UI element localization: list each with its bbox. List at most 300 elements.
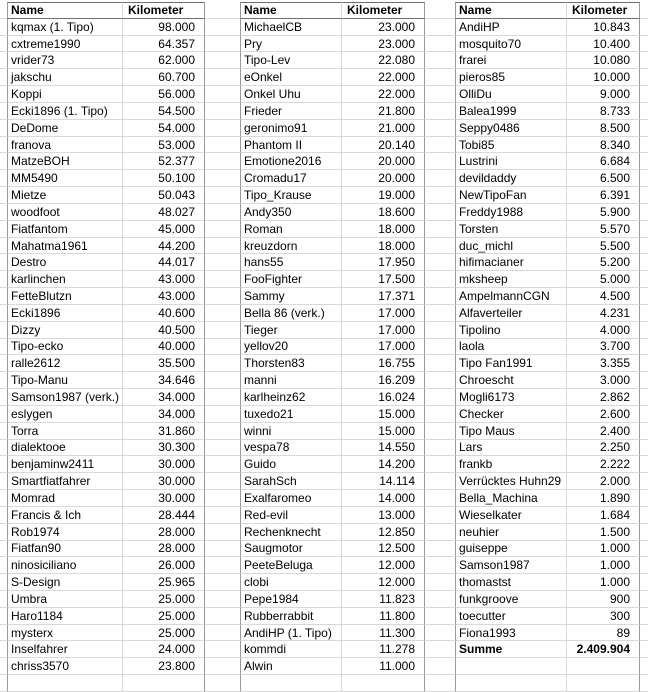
empty-cell[interactable] [566, 675, 640, 692]
kilometer-cell[interactable]: 1.000 [566, 557, 640, 574]
kilometer-cell[interactable]: 5.000 [566, 271, 640, 288]
name-cell[interactable]: NewTipoFan [455, 187, 566, 204]
kilometer-cell[interactable]: 30.000 [122, 490, 205, 507]
kilometer-cell[interactable]: 40.000 [122, 339, 205, 356]
spacer-cell[interactable] [205, 625, 240, 642]
kilometer-cell[interactable]: 15.000 [341, 406, 425, 423]
spacer-cell[interactable] [205, 490, 240, 507]
kilometer-cell[interactable]: 22.000 [341, 69, 425, 86]
kilometer-cell[interactable]: 17.000 [341, 305, 425, 322]
kilometer-cell[interactable]: 2.600 [566, 406, 640, 423]
kilometer-cell[interactable]: 17.000 [341, 339, 425, 356]
name-cell[interactable]: Tieger [240, 322, 341, 339]
kilometer-cell[interactable]: 25.965 [122, 574, 205, 591]
spacer-cell[interactable] [425, 389, 455, 406]
kilometer-cell[interactable]: 11.800 [341, 608, 425, 625]
name-cell[interactable]: DeDome [7, 120, 122, 137]
name-cell[interactable]: Destro [7, 254, 122, 271]
column-header-kilometer[interactable]: Kilometer [566, 2, 640, 19]
kilometer-cell[interactable]: 34.000 [122, 389, 205, 406]
name-cell[interactable]: kreuzdorn [240, 238, 341, 255]
spacer-cell[interactable] [205, 541, 240, 558]
kilometer-cell[interactable]: 1.000 [566, 541, 640, 558]
name-cell[interactable]: MM5490 [7, 170, 122, 187]
spacer-cell[interactable] [205, 2, 240, 19]
name-cell[interactable]: Verrücktes Huhn29 [455, 473, 566, 490]
empty-cell[interactable] [455, 675, 566, 692]
spacer-cell[interactable] [205, 271, 240, 288]
spacer-cell[interactable] [425, 19, 455, 36]
kilometer-cell[interactable]: 6.500 [566, 170, 640, 187]
spacer-cell[interactable] [205, 440, 240, 457]
name-cell[interactable]: woodfoot [7, 204, 122, 221]
spacer-cell[interactable] [205, 507, 240, 524]
spacer-cell[interactable] [425, 339, 455, 356]
kilometer-cell[interactable]: 8.733 [566, 103, 640, 120]
name-cell[interactable]: Torsten [455, 221, 566, 238]
spacer-cell[interactable] [205, 339, 240, 356]
spacer-cell[interactable] [205, 423, 240, 440]
spacer-cell[interactable] [425, 456, 455, 473]
spacer-cell[interactable] [205, 254, 240, 271]
name-cell[interactable]: tuxedo21 [240, 406, 341, 423]
kilometer-cell[interactable]: 16.755 [341, 355, 425, 372]
name-cell[interactable]: eslygen [7, 406, 122, 423]
name-cell[interactable]: Tobi85 [455, 137, 566, 154]
kilometer-cell[interactable]: 20.000 [341, 170, 425, 187]
kilometer-cell[interactable]: 2.862 [566, 389, 640, 406]
name-cell[interactable]: MatzeBOH [7, 153, 122, 170]
spacer-cell[interactable] [425, 608, 455, 625]
kilometer-cell[interactable]: 21.800 [341, 103, 425, 120]
spacer-cell[interactable] [205, 86, 240, 103]
kilometer-cell[interactable]: 23.000 [341, 36, 425, 53]
name-cell[interactable]: PeeteBeluga [240, 557, 341, 574]
column-header-name[interactable]: Name [7, 2, 122, 19]
column-header-name[interactable]: Name [240, 2, 341, 19]
name-cell[interactable]: cxtreme1990 [7, 36, 122, 53]
spacer-cell[interactable] [205, 221, 240, 238]
kilometer-cell[interactable]: 12.850 [341, 524, 425, 541]
kilometer-cell[interactable]: 14.114 [341, 473, 425, 490]
kilometer-cell[interactable]: 23.800 [122, 658, 205, 675]
name-cell[interactable]: mysterx [7, 625, 122, 642]
name-cell[interactable]: Rubberrabbit [240, 608, 341, 625]
kilometer-cell[interactable]: 2.222 [566, 456, 640, 473]
name-cell[interactable]: AndiHP [455, 19, 566, 36]
kilometer-cell[interactable]: 62.000 [122, 52, 205, 69]
name-cell[interactable]: hans55 [240, 254, 341, 271]
spacer-cell[interactable] [425, 137, 455, 154]
spacer-cell[interactable] [425, 254, 455, 271]
spacer-cell[interactable] [205, 288, 240, 305]
name-cell[interactable]: Inselfahrer [7, 641, 122, 658]
kilometer-cell[interactable]: 54.000 [122, 120, 205, 137]
name-cell[interactable]: devildaddy [455, 170, 566, 187]
name-cell[interactable]: Alfaverteiler [455, 305, 566, 322]
spacer-cell[interactable] [205, 372, 240, 389]
kilometer-cell[interactable]: 10.080 [566, 52, 640, 69]
name-cell[interactable]: Torra [7, 423, 122, 440]
kilometer-cell[interactable]: 22.080 [341, 52, 425, 69]
spacer-cell[interactable] [425, 641, 455, 658]
name-cell[interactable]: geronimo91 [240, 120, 341, 137]
spacer-cell[interactable] [425, 490, 455, 507]
spacer-cell[interactable] [425, 406, 455, 423]
name-cell[interactable]: Lars [455, 440, 566, 457]
name-cell[interactable]: Tipo-Manu [7, 372, 122, 389]
name-cell[interactable]: AndiHP (1. Tipo) [240, 625, 341, 642]
spacer-cell[interactable] [425, 170, 455, 187]
kilometer-cell[interactable]: 89 [566, 625, 640, 642]
kilometer-cell[interactable]: 17.500 [341, 271, 425, 288]
name-cell[interactable]: benjaminw2411 [7, 456, 122, 473]
name-cell[interactable]: vrider73 [7, 52, 122, 69]
name-cell[interactable]: Pry [240, 36, 341, 53]
name-cell[interactable]: Dizzy [7, 322, 122, 339]
name-cell[interactable]: toecutter [455, 608, 566, 625]
kilometer-cell[interactable]: 4.000 [566, 322, 640, 339]
name-cell[interactable]: Bella_Machina [455, 490, 566, 507]
spacer-cell[interactable] [205, 473, 240, 490]
name-cell[interactable]: karlinchen [7, 271, 122, 288]
spacer-cell[interactable] [205, 204, 240, 221]
kilometer-cell[interactable]: 19.000 [341, 187, 425, 204]
spacer-cell[interactable] [425, 52, 455, 69]
spacer-cell[interactable] [205, 36, 240, 53]
kilometer-cell[interactable]: 50.043 [122, 187, 205, 204]
kilometer-cell[interactable]: 21.000 [341, 120, 425, 137]
kilometer-cell[interactable]: 11.823 [341, 591, 425, 608]
kilometer-cell[interactable]: 98.000 [122, 19, 205, 36]
name-cell[interactable]: Saugmotor [240, 541, 341, 558]
name-cell[interactable]: ninosiciliano [7, 557, 122, 574]
spacer-cell[interactable] [205, 305, 240, 322]
spacer-cell[interactable] [425, 625, 455, 642]
spacer-cell[interactable] [425, 507, 455, 524]
spacer-cell[interactable] [205, 52, 240, 69]
spacer-cell[interactable] [425, 305, 455, 322]
name-cell[interactable]: Smartfiatfahrer [7, 473, 122, 490]
spacer-cell[interactable] [425, 473, 455, 490]
empty-cell[interactable] [122, 675, 205, 692]
spacer-cell[interactable] [425, 440, 455, 457]
kilometer-cell[interactable]: 43.000 [122, 271, 205, 288]
kilometer-cell[interactable]: 60.700 [122, 69, 205, 86]
name-cell[interactable]: guiseppe [455, 541, 566, 558]
kilometer-cell[interactable]: 30.000 [122, 473, 205, 490]
kilometer-cell[interactable]: 18.000 [341, 238, 425, 255]
name-cell[interactable]: Lustrini [455, 153, 566, 170]
name-cell[interactable]: Emotione2016 [240, 153, 341, 170]
name-cell[interactable]: Mogli6173 [455, 389, 566, 406]
kilometer-cell[interactable]: 44.200 [122, 238, 205, 255]
spacer-cell[interactable] [205, 591, 240, 608]
kilometer-cell[interactable]: 300 [566, 608, 640, 625]
name-cell[interactable]: S-Design [7, 574, 122, 591]
spacer-cell[interactable] [425, 322, 455, 339]
spacer-cell[interactable] [205, 675, 240, 692]
kilometer-cell[interactable]: 18.000 [341, 221, 425, 238]
kilometer-cell[interactable]: 28.444 [122, 507, 205, 524]
spacer-cell[interactable] [205, 137, 240, 154]
kilometer-cell[interactable]: 22.000 [341, 86, 425, 103]
spacer-cell[interactable] [425, 423, 455, 440]
empty-cell[interactable] [566, 658, 640, 675]
name-cell[interactable]: clobi [240, 574, 341, 591]
kilometer-cell[interactable]: 14.000 [341, 490, 425, 507]
spacer-cell[interactable] [205, 389, 240, 406]
spacer-cell[interactable] [425, 153, 455, 170]
summary-label-cell[interactable]: Summe [455, 641, 566, 658]
kilometer-cell[interactable]: 12.500 [341, 541, 425, 558]
kilometer-cell[interactable]: 34.000 [122, 406, 205, 423]
kilometer-cell[interactable]: 900 [566, 591, 640, 608]
kilometer-cell[interactable]: 45.000 [122, 221, 205, 238]
name-cell[interactable]: FooFighter [240, 271, 341, 288]
kilometer-cell[interactable]: 34.646 [122, 372, 205, 389]
spacer-cell[interactable] [425, 187, 455, 204]
name-cell[interactable]: frarei [455, 52, 566, 69]
spacer-cell[interactable] [205, 658, 240, 675]
name-cell[interactable]: Seppy0486 [455, 120, 566, 137]
empty-cell[interactable] [341, 675, 425, 692]
name-cell[interactable]: Wieselkater [455, 507, 566, 524]
kilometer-cell[interactable]: 2.400 [566, 423, 640, 440]
name-cell[interactable]: Chroescht [455, 372, 566, 389]
spacer-cell[interactable] [425, 541, 455, 558]
kilometer-cell[interactable]: 1.000 [566, 574, 640, 591]
kilometer-cell[interactable]: 10.843 [566, 19, 640, 36]
name-cell[interactable]: frankb [455, 456, 566, 473]
name-cell[interactable]: MichaelCB [240, 19, 341, 36]
name-cell[interactable]: kqmax (1. Tipo) [7, 19, 122, 36]
kilometer-cell[interactable]: 14.200 [341, 456, 425, 473]
name-cell[interactable]: Tipo-Lev [240, 52, 341, 69]
column-header-kilometer[interactable]: Kilometer [341, 2, 425, 19]
name-cell[interactable]: Umbra [7, 591, 122, 608]
kilometer-cell[interactable]: 5.200 [566, 254, 640, 271]
spacer-cell[interactable] [205, 322, 240, 339]
spacer-cell[interactable] [425, 36, 455, 53]
name-cell[interactable]: Samson1987 (verk.) [7, 389, 122, 406]
spacer-cell[interactable] [205, 103, 240, 120]
kilometer-cell[interactable]: 43.000 [122, 288, 205, 305]
kilometer-cell[interactable]: 25.000 [122, 591, 205, 608]
name-cell[interactable]: funkgroove [455, 591, 566, 608]
kilometer-cell[interactable]: 31.860 [122, 423, 205, 440]
kilometer-cell[interactable]: 2.250 [566, 440, 640, 457]
name-cell[interactable]: Guido [240, 456, 341, 473]
name-cell[interactable]: ralle2612 [7, 355, 122, 372]
spacer-cell[interactable] [425, 271, 455, 288]
kilometer-cell[interactable]: 12.000 [341, 557, 425, 574]
kilometer-cell[interactable]: 11.000 [341, 658, 425, 675]
kilometer-cell[interactable]: 2.000 [566, 473, 640, 490]
spacer-cell[interactable] [205, 641, 240, 658]
kilometer-cell[interactable]: 13.000 [341, 507, 425, 524]
kilometer-cell[interactable]: 5.500 [566, 238, 640, 255]
kilometer-cell[interactable]: 1.500 [566, 524, 640, 541]
name-cell[interactable]: OlliDu [455, 86, 566, 103]
name-cell[interactable]: FetteBlutzn [7, 288, 122, 305]
name-cell[interactable]: Andy350 [240, 204, 341, 221]
spacer-cell[interactable] [205, 69, 240, 86]
name-cell[interactable]: Ecki1896 [7, 305, 122, 322]
spacer-cell[interactable] [425, 238, 455, 255]
empty-cell[interactable] [240, 675, 341, 692]
empty-cell[interactable] [7, 675, 122, 692]
name-cell[interactable]: duc_michl [455, 238, 566, 255]
name-cell[interactable]: Tipo Fan1991 [455, 355, 566, 372]
name-cell[interactable]: Alwin [240, 658, 341, 675]
kilometer-cell[interactable]: 1.890 [566, 490, 640, 507]
name-cell[interactable]: Sammy [240, 288, 341, 305]
name-cell[interactable]: Fiatfan90 [7, 541, 122, 558]
name-cell[interactable]: Roman [240, 221, 341, 238]
name-cell[interactable]: Exalfaromeo [240, 490, 341, 507]
kilometer-cell[interactable]: 5.900 [566, 204, 640, 221]
kilometer-cell[interactable]: 30.300 [122, 440, 205, 457]
name-cell[interactable]: manni [240, 372, 341, 389]
kilometer-cell[interactable]: 35.500 [122, 355, 205, 372]
kilometer-cell[interactable]: 54.500 [122, 103, 205, 120]
spacer-cell[interactable] [425, 86, 455, 103]
kilometer-cell[interactable]: 20.000 [341, 153, 425, 170]
name-cell[interactable]: kommdi [240, 641, 341, 658]
kilometer-cell[interactable]: 15.000 [341, 423, 425, 440]
name-cell[interactable]: Fiatfantom [7, 221, 122, 238]
kilometer-cell[interactable]: 16.024 [341, 389, 425, 406]
empty-cell[interactable] [455, 658, 566, 675]
spacer-cell[interactable] [205, 608, 240, 625]
name-cell[interactable]: Phantom II [240, 137, 341, 154]
name-cell[interactable]: Thorsten83 [240, 355, 341, 372]
kilometer-cell[interactable]: 5.570 [566, 221, 640, 238]
kilometer-cell[interactable]: 16.209 [341, 372, 425, 389]
spacer-cell[interactable] [205, 170, 240, 187]
kilometer-cell[interactable]: 18.600 [341, 204, 425, 221]
name-cell[interactable]: Red-evil [240, 507, 341, 524]
name-cell[interactable]: Mahatma1961 [7, 238, 122, 255]
name-cell[interactable]: mosquito70 [455, 36, 566, 53]
kilometer-cell[interactable]: 1.684 [566, 507, 640, 524]
kilometer-cell[interactable]: 6.391 [566, 187, 640, 204]
spacer-cell[interactable] [205, 355, 240, 372]
name-cell[interactable]: thomastst [455, 574, 566, 591]
name-cell[interactable]: Frieder [240, 103, 341, 120]
spacer-cell[interactable] [205, 524, 240, 541]
kilometer-cell[interactable]: 24.000 [122, 641, 205, 658]
name-cell[interactable]: Tipo Maus [455, 423, 566, 440]
name-cell[interactable]: neuhier [455, 524, 566, 541]
spacer-cell[interactable] [425, 120, 455, 137]
kilometer-cell[interactable]: 25.000 [122, 608, 205, 625]
kilometer-cell[interactable]: 40.500 [122, 322, 205, 339]
spacer-cell[interactable] [425, 69, 455, 86]
kilometer-cell[interactable]: 4.500 [566, 288, 640, 305]
name-cell[interactable]: Koppi [7, 86, 122, 103]
name-cell[interactable]: laola [455, 339, 566, 356]
kilometer-cell[interactable]: 50.100 [122, 170, 205, 187]
kilometer-cell[interactable]: 56.000 [122, 86, 205, 103]
kilometer-cell[interactable]: 12.000 [341, 574, 425, 591]
name-cell[interactable]: Tipolino [455, 322, 566, 339]
spacer-cell[interactable] [425, 557, 455, 574]
spacer-cell[interactable] [205, 120, 240, 137]
name-cell[interactable]: Cromadu17 [240, 170, 341, 187]
name-cell[interactable]: Momrad [7, 490, 122, 507]
name-cell[interactable]: winni [240, 423, 341, 440]
name-cell[interactable]: mksheep [455, 271, 566, 288]
name-cell[interactable]: Tipo-ecko [7, 339, 122, 356]
name-cell[interactable]: Francis & Ich [7, 507, 122, 524]
spacer-cell[interactable] [425, 355, 455, 372]
kilometer-cell[interactable]: 20.140 [341, 137, 425, 154]
spacer-cell[interactable] [205, 456, 240, 473]
spacer-cell[interactable] [425, 574, 455, 591]
name-cell[interactable]: AmpelmannCGN [455, 288, 566, 305]
name-cell[interactable]: Rechenknecht [240, 524, 341, 541]
summary-value-cell[interactable]: 2.409.904 [566, 641, 640, 658]
spacer-cell[interactable] [425, 372, 455, 389]
spacer-cell[interactable] [205, 19, 240, 36]
kilometer-cell[interactable]: 48.027 [122, 204, 205, 221]
kilometer-cell[interactable]: 10.000 [566, 69, 640, 86]
spacer-cell[interactable] [425, 221, 455, 238]
name-cell[interactable]: Freddy1988 [455, 204, 566, 221]
kilometer-cell[interactable]: 10.400 [566, 36, 640, 53]
spacer-cell[interactable] [205, 238, 240, 255]
name-cell[interactable]: dialektooe [7, 440, 122, 457]
kilometer-cell[interactable]: 17.950 [341, 254, 425, 271]
name-cell[interactable]: vespa78 [240, 440, 341, 457]
kilometer-cell[interactable]: 17.371 [341, 288, 425, 305]
name-cell[interactable]: yellov20 [240, 339, 341, 356]
name-cell[interactable]: hifimacianer [455, 254, 566, 271]
name-cell[interactable]: Pepe1984 [240, 591, 341, 608]
kilometer-cell[interactable]: 8.340 [566, 137, 640, 154]
spacer-cell[interactable] [425, 658, 455, 675]
kilometer-cell[interactable]: 40.600 [122, 305, 205, 322]
kilometer-cell[interactable]: 3.700 [566, 339, 640, 356]
kilometer-cell[interactable]: 8.500 [566, 120, 640, 137]
name-cell[interactable]: Fiona1993 [455, 625, 566, 642]
kilometer-cell[interactable]: 11.300 [341, 625, 425, 642]
column-header-kilometer[interactable]: Kilometer [122, 2, 205, 19]
name-cell[interactable]: Tipo_Krause [240, 187, 341, 204]
kilometer-cell[interactable]: 28.000 [122, 524, 205, 541]
spacer-cell[interactable] [205, 406, 240, 423]
name-cell[interactable]: SarahSch [240, 473, 341, 490]
name-cell[interactable]: Samson1987 [455, 557, 566, 574]
spacer-cell[interactable] [425, 591, 455, 608]
kilometer-cell[interactable]: 9.000 [566, 86, 640, 103]
spacer-cell[interactable] [425, 2, 455, 19]
spacer-cell[interactable] [425, 204, 455, 221]
kilometer-cell[interactable]: 44.017 [122, 254, 205, 271]
name-cell[interactable]: Mietze [7, 187, 122, 204]
name-cell[interactable]: franova [7, 137, 122, 154]
spacer-cell[interactable] [425, 675, 455, 692]
name-cell[interactable]: chriss3570 [7, 658, 122, 675]
name-cell[interactable]: pieros85 [455, 69, 566, 86]
name-cell[interactable]: karlheinz62 [240, 389, 341, 406]
column-header-name[interactable]: Name [455, 2, 566, 19]
spacer-cell[interactable] [205, 153, 240, 170]
spacer-cell[interactable] [425, 524, 455, 541]
kilometer-cell[interactable]: 23.000 [341, 19, 425, 36]
